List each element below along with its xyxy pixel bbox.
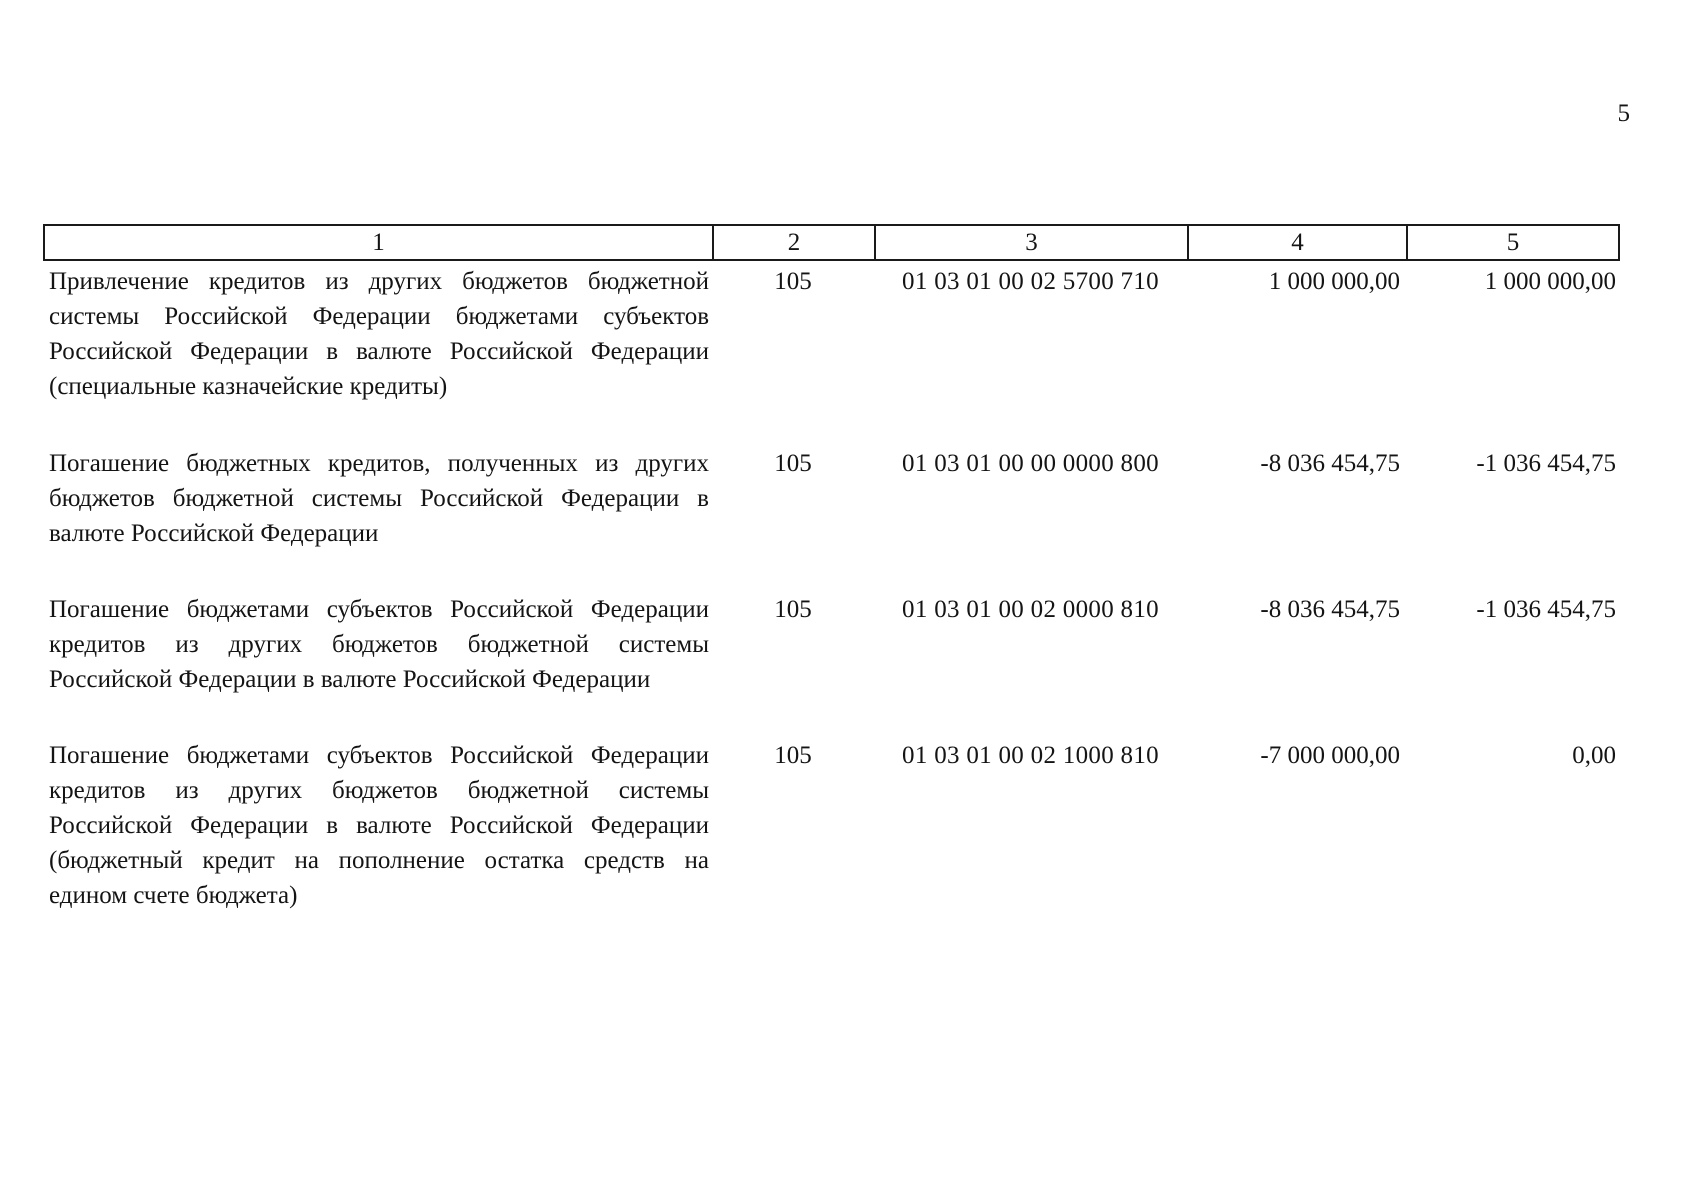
row-budget-code: 01 03 01 00 02 0000 810	[902, 596, 1159, 623]
row-admin-code: 105	[774, 742, 812, 769]
row-amount-2: 0,00	[1572, 742, 1616, 769]
page-number: 5	[1617, 100, 1630, 127]
column-header-1: 1	[45, 226, 714, 259]
row-amount-1: -8 036 454,75	[1260, 450, 1400, 477]
row-amount-1: 1 000 000,00	[1268, 268, 1400, 295]
row-admin-code: 105	[774, 450, 812, 477]
row-amount-2: 1 000 000,00	[1484, 268, 1616, 295]
row-admin-code: 105	[774, 268, 812, 295]
row-amount-1: -8 036 454,75	[1260, 596, 1400, 623]
row-description: Погашение бюджетных кредитов, полученных из других бюджетов бюджетной системы Российской Федерации в валюте Российской Федерации	[49, 450, 709, 547]
row-budget-code: 01 03 01 00 02 5700 710	[902, 268, 1159, 295]
row-description: Привлечение кредитов из других бюджетов бюджетной системы Российской Федерации бюджетами субъектов Российской Федерации в валюте Российской Федерации (специальные казначейские кредиты)	[49, 268, 709, 400]
row-admin-code: 105	[774, 596, 812, 623]
row-amount-2: -1 036 454,75	[1476, 596, 1616, 623]
table-header	[43, 224, 1620, 261]
row-budget-code: 01 03 01 00 00 0000 800	[902, 450, 1159, 477]
row-amount-1: -7 000 000,00	[1260, 742, 1400, 769]
column-header-3: 3	[876, 226, 1189, 259]
column-header-5: 5	[1506, 229, 1520, 256]
row-description: Погашение бюджетами субъектов Российской Федерации кредитов из других бюджетов бюджетной системы Российской Федерации в валюте Российской Федерации (бюджетный кредит на пополнение остатка средств на едином счете бюджета)	[49, 742, 709, 909]
row-amount-2: -1 036 454,75	[1476, 450, 1616, 477]
column-header-4: 4	[1189, 226, 1408, 259]
row-budget-code: 01 03 01 00 02 1000 810	[902, 742, 1159, 769]
row-description: Погашение бюджетами субъектов Российской Федерации кредитов из других бюджетов бюджетной системы Российской Федерации в валюте Российской Федерации	[49, 596, 709, 693]
column-header-2: 2	[714, 226, 876, 259]
